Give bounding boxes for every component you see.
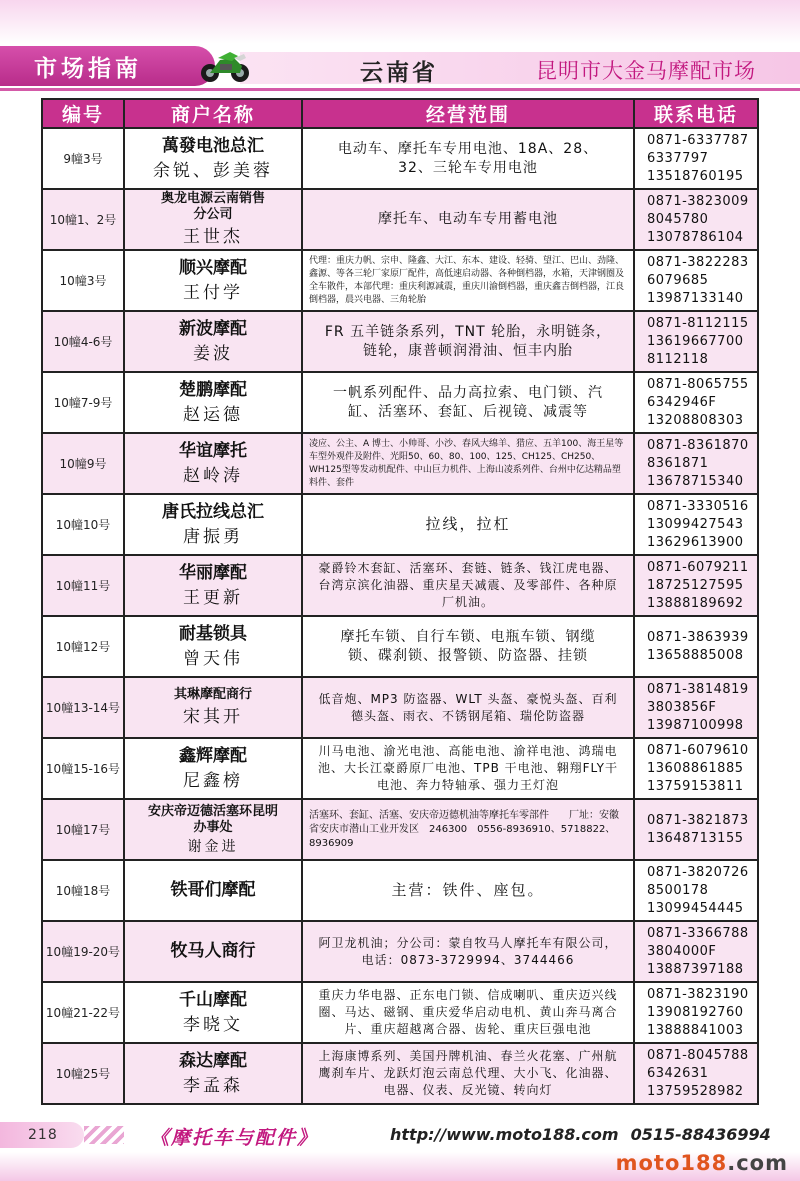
- site-watermark: [616, 1151, 788, 1175]
- business-scope: 川马电池、渝光电池、高能电池、渝祥电池、鸿瑞电池、大长江豪爵原厂电池、TPB 干电池、翱翔FLY干电池、奔力特轴承、强力王灯泡: [302, 738, 634, 799]
- watermark-part-b: .com: [727, 1151, 788, 1175]
- table-row: [42, 372, 758, 433]
- phone-numbers: 0871-8065755 6342946F 13208808303: [634, 372, 758, 433]
- business-scope: 重庆力华电器、正东电门锁、信成喇叭、重庆迈兴线圈、马达、磁钢、重庆爱华启动电机、黄山奔马离合片、重庆超越离合器、齿轮、重庆巨强电池: [302, 982, 634, 1043]
- business-scope: 活塞环、套缸、活塞、安庆帝迈德机油等摩托车零部件 厂址：安徽省安庆市潜山工业开发区 246300 0556-8936910、5718822、8936909: [302, 799, 634, 860]
- phone-numbers: 0871-3366788 3804000F 13887397188: [634, 921, 758, 982]
- column-header-merchant: 商户名称: [124, 99, 302, 128]
- stall-number: 10幢3号: [42, 250, 124, 311]
- table-row: [42, 738, 758, 799]
- stall-number: 10幢4-6号: [42, 311, 124, 372]
- merchant-table: [41, 98, 759, 1105]
- stall-number: 10幢11号: [42, 555, 124, 616]
- merchant-cell: [124, 433, 302, 494]
- page-header: [0, 44, 800, 90]
- decorative-stripes: [84, 1126, 124, 1144]
- merchant-cell: [124, 738, 302, 799]
- phone-numbers: 0871-3822283 6079685 13987133140: [634, 250, 758, 311]
- table-row: [42, 921, 758, 982]
- phone-numbers: 0871-3330516 13099427543 13629613900: [634, 494, 758, 555]
- section-tab: [0, 46, 215, 86]
- phone-numbers: 0871-8361870 8361871 13678715340: [634, 433, 758, 494]
- phone-numbers: 0871-6079610 13608861885 13759153811: [634, 738, 758, 799]
- merchant-cell: [124, 372, 302, 433]
- merchant-name: 萬發电池总汇: [162, 135, 264, 156]
- merchant-cell: [124, 799, 302, 860]
- page-footer: [0, 1122, 800, 1148]
- market-title: 昆明市大金马摩配市场: [536, 59, 756, 83]
- merchant-cell: [124, 311, 302, 372]
- merchant-name: 牧马人商行: [170, 940, 256, 961]
- stall-number: 10幢19-20号: [42, 921, 124, 982]
- merchant-name: 安庆帝迈德活塞环昆明 办事处: [147, 803, 278, 835]
- contact-person: 尼鑫榜: [183, 770, 243, 791]
- merchant-name: 铁哥们摩配: [170, 879, 256, 900]
- business-scope: FR 五羊链条系列，TNT 轮胎，永明链条， 链轮，康普顿润滑油、恒丰内胎: [302, 311, 634, 372]
- phone-numbers: 0871-8045788 6342631 13759528982: [634, 1043, 758, 1104]
- stall-number: 10幢12号: [42, 616, 124, 677]
- merchant-cell: [124, 616, 302, 677]
- contact-person: 曾天伟: [183, 648, 243, 669]
- motorcycle-icon: [198, 44, 252, 84]
- merchant-cell: [124, 555, 302, 616]
- phone-numbers: 0871-3814819 3803856F 13987100998: [634, 677, 758, 738]
- contact-person: 唐振勇: [183, 526, 243, 547]
- merchant-cell: [124, 494, 302, 555]
- section-title: 市场指南: [34, 55, 142, 82]
- merchant-name: 新波摩配: [179, 318, 247, 339]
- merchant-cell: [124, 189, 302, 250]
- merchant-name: 其琳摩配商行: [173, 686, 252, 702]
- stall-number: 10幢15-16号: [42, 738, 124, 799]
- business-scope: 拉线，拉杠: [302, 494, 634, 555]
- merchant-cell: [124, 860, 302, 921]
- stall-number: 10幢7-9号: [42, 372, 124, 433]
- merchant-name: 楚鹏摩配: [179, 379, 247, 400]
- business-scope: 主营：铁件、座包。: [302, 860, 634, 921]
- contact-person: 王付学: [183, 282, 243, 303]
- top-decorative-band: [0, 0, 800, 44]
- contact-person: 赵运德: [183, 404, 243, 425]
- table-row: [42, 1043, 758, 1104]
- stall-number: 10幢25号: [42, 1043, 124, 1104]
- table-row: [42, 616, 758, 677]
- stall-number: 10幢13-14号: [42, 677, 124, 738]
- province-title: 云南省: [360, 60, 438, 86]
- contact-person: 王世杰: [183, 226, 243, 247]
- table-row: [42, 250, 758, 311]
- table-row: [42, 860, 758, 921]
- business-scope: 摩托车、电动车专用蓄电池: [302, 189, 634, 250]
- column-header-phone: 联系电话: [634, 99, 758, 128]
- merchant-name: 鑫辉摩配: [179, 745, 247, 766]
- merchant-cell: [124, 677, 302, 738]
- business-scope: 阿卫龙机油；分公司：蒙自牧马人摩托车有限公司， 电话：0873-3729994、3744466: [302, 921, 634, 982]
- contact-person: 李晓文: [183, 1014, 243, 1035]
- contact-person: 李孟森: [183, 1075, 243, 1096]
- contact-person: 谢金进: [187, 838, 239, 855]
- business-scope: 代理：重庆力帆、宗申、隆鑫、大江、东本、建设、轻骑、望江、巴山、劲隆、鑫源、等各三轮厂家原厂配件，高低速启动器、各种倒档器，水箱，天津钢圈及全车散件，本部代理：重庆利源减震，重庆川渝倒档器，重庆鑫吉倒档器，江良倒档器，晨兴电器、三角轮胎: [302, 250, 634, 311]
- merchant-cell: [124, 128, 302, 189]
- stall-number: 10幢10号: [42, 494, 124, 555]
- merchant-name: 奥龙电源云南销售 分公司: [160, 190, 265, 222]
- website-link[interactable]: http://www.moto188.com: [390, 1125, 619, 1144]
- page-number: 218: [0, 1122, 84, 1148]
- phone-numbers: 0871-3823190 13908192760 13888841003: [634, 982, 758, 1043]
- table-row: [42, 494, 758, 555]
- footer-phone: 0515-88436994: [630, 1125, 771, 1144]
- merchant-name: 千山摩配: [179, 989, 247, 1010]
- business-scope: 凌应、公主、A 博士、小帅哥、小沙、春风大绵羊、猎应、五羊100、海王星等车型外观件及附件、光阳50、60、80、100、125、CH125、CH250、WH125型等发动机配件、中山巨力机件、上海山凌系列件、台州中亿达精品塑料件、套件: [302, 433, 634, 494]
- stall-number: 10幢18号: [42, 860, 124, 921]
- column-header-number: 编号: [42, 99, 124, 128]
- phone-numbers: 0871-6079211 18725127595 13888189692: [634, 555, 758, 616]
- table-row: [42, 311, 758, 372]
- column-header-scope: 经营范围: [302, 99, 634, 128]
- contact-person: 姜波: [193, 343, 233, 364]
- stall-number: 9幢3号: [42, 128, 124, 189]
- stall-number: 10幢17号: [42, 799, 124, 860]
- header-divider: [0, 88, 800, 91]
- business-scope: 豪爵铃木套缸、活塞环、套链、链条、钱江虎电器、台湾京滨化油器、重庆星天减震、及零部件、各种原厂机油。: [302, 555, 634, 616]
- business-scope: 摩托车锁、自行车锁、电瓶车锁、钢缆 锁、碟刹锁、报警锁、防盗器、挂锁: [302, 616, 634, 677]
- phone-numbers: 0871-3821873 13648713155: [634, 799, 758, 860]
- table-row: [42, 799, 758, 860]
- watermark-part-a: moto188: [615, 1151, 728, 1175]
- phone-numbers: 0871-8112115 13619667700 8112118: [634, 311, 758, 372]
- table-header-row: [42, 99, 758, 128]
- phone-numbers: 0871-3820726 8500178 13099454445: [634, 860, 758, 921]
- merchant-cell: [124, 250, 302, 311]
- merchant-name: 顺兴摩配: [179, 257, 247, 278]
- merchant-directory: [41, 98, 757, 1105]
- table-row: [42, 677, 758, 738]
- contact-person: 宋其开: [183, 706, 243, 727]
- stall-number: 10幢9号: [42, 433, 124, 494]
- table-row: [42, 433, 758, 494]
- phone-numbers: 0871-6337787 6337797 13518760195: [634, 128, 758, 189]
- footer-contact: [390, 1125, 783, 1144]
- table-row: [42, 555, 758, 616]
- merchant-cell: [124, 921, 302, 982]
- table-row: [42, 982, 758, 1043]
- merchant-name: 华丽摩配: [179, 562, 247, 583]
- business-scope: 上海康博系列、美国丹牌机油、春兰火花塞、广州航鹰刹车片、龙跃灯泡云南总代理、大小飞、化油器、电器、仪表、反光镜、转向灯: [302, 1043, 634, 1104]
- merchant-name: 森达摩配: [179, 1050, 247, 1071]
- business-scope: 电动车、摩托车专用电池、18A、28、 32、三轮车专用电池: [302, 128, 634, 189]
- merchant-cell: [124, 982, 302, 1043]
- magazine-title: 《摩托车与配件》: [150, 1127, 319, 1149]
- merchant-cell: [124, 1043, 302, 1104]
- stall-number: 10幢1、2号: [42, 189, 124, 250]
- stall-number: 10幢21-22号: [42, 982, 124, 1043]
- table-row: [42, 128, 758, 189]
- merchant-name: 唐氏拉线总汇: [162, 501, 264, 522]
- table-row: [42, 189, 758, 250]
- business-scope: 低音炮、MP3 防盗器、WLT 头盔、豪悦头盔、百利德头盔、雨衣、不锈钢尾箱、瑞伦防盗器: [302, 677, 634, 738]
- merchant-name: 华谊摩托: [179, 440, 247, 461]
- phone-numbers: 0871-3823009 8045780 13078786104: [634, 189, 758, 250]
- merchant-name: 耐基锁具: [179, 623, 247, 644]
- phone-numbers: 0871-3863939 13658885008: [634, 616, 758, 677]
- contact-person: 王更新: [183, 587, 243, 608]
- contact-person: 余锐、彭美蓉: [153, 160, 273, 181]
- business-scope: 一帆系列配件、品力高拉索、电门锁、汽 缸、活塞环、套缸、后视镜、减震等: [302, 372, 634, 433]
- contact-person: 赵岭涛: [183, 465, 243, 486]
